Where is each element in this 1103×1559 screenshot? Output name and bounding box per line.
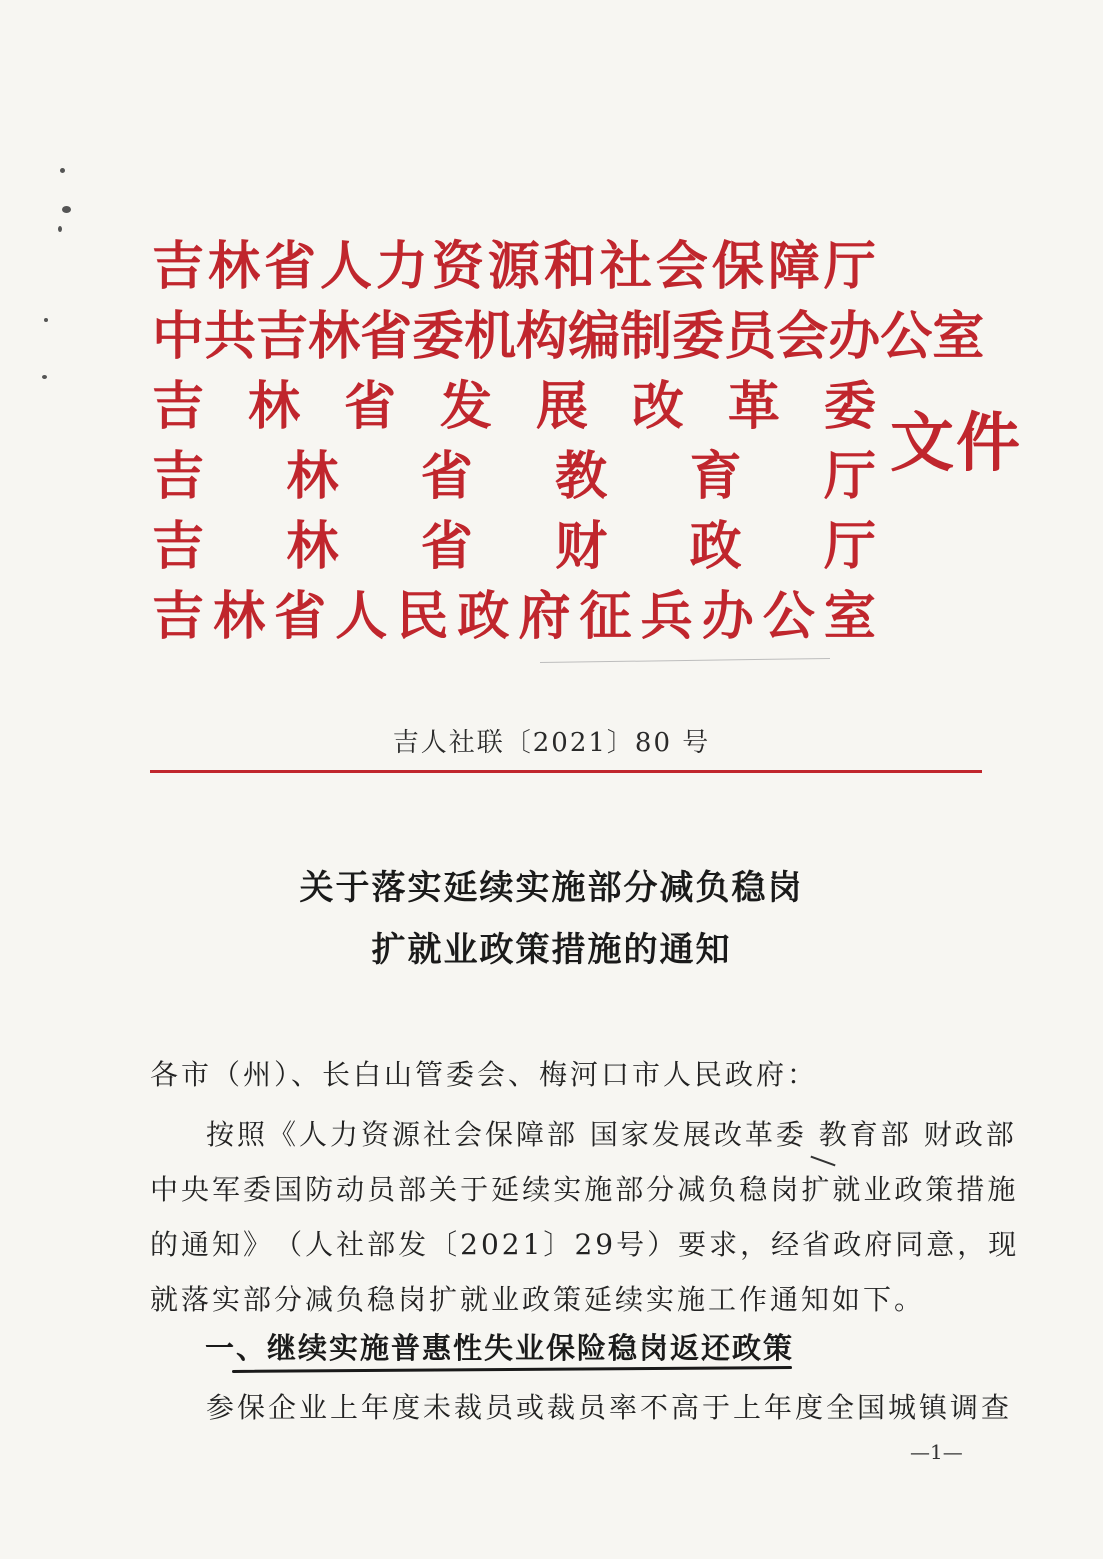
glyph: 委 (243, 1173, 275, 1206)
glyph: 吉 (152, 376, 205, 437)
glyph: 省 (420, 446, 473, 507)
issuer-line (152, 302, 985, 372)
pen-stroke (540, 658, 830, 663)
scan-speck (62, 206, 71, 213)
glyph: 国 (274, 1173, 306, 1206)
glyph: 知 (212, 1228, 244, 1261)
glyph: 社 (599, 236, 652, 297)
issuer-line (152, 582, 876, 652)
glyph: 林 (207, 236, 260, 297)
glyph: 吉 (256, 306, 309, 367)
glyph: 委 (412, 306, 465, 367)
glyph: 政 (457, 586, 510, 647)
glyph: 吉 (152, 516, 205, 577)
document-number: 吉人社联〔2021〕80 号 (392, 728, 711, 758)
glyph: 人 (319, 236, 372, 297)
glyph: 29 (574, 1228, 617, 1261)
glyph: 资 (431, 236, 484, 297)
glyph: 委 (823, 376, 876, 437)
paragraph-line: 参保企业上年度未裁员或裁员率不高于上年度全国城镇调查 (206, 1391, 1013, 1424)
glyph: 室 (823, 586, 876, 647)
glyph: 林 (308, 306, 361, 367)
glyph: 部 (367, 1228, 399, 1261)
glyph: 省 (263, 236, 316, 297)
issuer-line (152, 232, 876, 302)
glyph: 省 (802, 1228, 834, 1261)
glyph: 厅 (823, 446, 876, 507)
glyph: 保 (711, 236, 764, 297)
glyph: 省 (274, 586, 327, 647)
glyph: 通 (181, 1228, 213, 1261)
glyph: 岗 (770, 1173, 802, 1206)
paragraph-line (150, 1170, 1019, 1210)
glyph: 分 (646, 1173, 678, 1206)
glyph: 措 (956, 1173, 988, 1206)
glyph: 中 (150, 1173, 182, 1206)
glyph: 室 (932, 306, 985, 367)
glyph: 构 (516, 306, 569, 367)
section-heading: 一、继续实施普惠性失业保险稳岗返还政策 (205, 1331, 795, 1365)
glyph: 延 (491, 1173, 523, 1206)
paragraph-line: 按照《人力资源社会保障部 国家发展改革委 教育部 财政部 (206, 1118, 1017, 1151)
document-title-line2: 扩就业政策措施的通知 (371, 930, 732, 970)
paragraph-line (150, 1225, 1020, 1265)
glyph: 力 (375, 236, 428, 297)
glyph: 部 (615, 1173, 647, 1206)
glyph: 林 (213, 586, 266, 647)
glyph: 号 (616, 1228, 648, 1261)
glyph: 于 (460, 1173, 492, 1206)
glyph: 财 (555, 516, 608, 577)
glyph: 吉 (152, 586, 205, 647)
scan-speck (44, 318, 48, 322)
page-number: —1— (910, 1440, 963, 1464)
document-suffix: 文件 (890, 406, 1022, 481)
glyph: 办 (701, 586, 754, 647)
glyph: 》 (243, 1228, 275, 1261)
glyph: 政 (833, 1228, 865, 1261)
glyph: （ (274, 1228, 306, 1261)
glyph: 策 (925, 1173, 957, 1206)
glyph: 障 (767, 236, 820, 297)
glyph: 林 (286, 446, 339, 507)
glyph: 中 (152, 306, 205, 367)
glyph: 省 (420, 516, 473, 577)
glyph: 会 (776, 306, 829, 367)
glyph: 发 (439, 376, 492, 437)
glyph: 的 (150, 1228, 182, 1261)
glyph: 央 (181, 1173, 213, 1206)
glyph: 教 (555, 446, 608, 507)
glyph: 府 (864, 1228, 896, 1261)
issuer-line (152, 372, 876, 442)
glyph: 兵 (640, 586, 693, 647)
glyph: 改 (631, 376, 684, 437)
glyph: 府 (518, 586, 571, 647)
paragraph-line: 就落实部分减负稳岗扩就业政策延续实施工作通知如下。 (150, 1283, 926, 1316)
glyph: 源 (487, 236, 540, 297)
glyph: 实 (553, 1173, 585, 1206)
glyph: 稳 (739, 1173, 771, 1206)
document-body-continued (150, 1388, 1013, 1430)
glyph: 民 (396, 586, 449, 647)
glyph: 要 (678, 1228, 710, 1261)
glyph: 共 (204, 306, 257, 367)
glyph: 厅 (823, 236, 876, 297)
glyph: ） (647, 1228, 679, 1261)
glyph: 政 (894, 1173, 926, 1206)
glyph: 政 (689, 516, 742, 577)
glyph: 办 (828, 306, 881, 367)
glyph: 减 (677, 1173, 709, 1206)
glyph: 征 (579, 586, 632, 647)
glyph: 会 (655, 236, 708, 297)
glyph: 公 (762, 586, 815, 647)
glyph: 林 (247, 376, 300, 437)
glyph: 现 (988, 1228, 1020, 1261)
glyph: 〔 (429, 1228, 461, 1261)
issuer-line (152, 442, 876, 512)
document-title-line1: 关于落实延续实施部分减负稳岗 (299, 868, 804, 908)
glyph: 意 (926, 1228, 958, 1261)
salutation: 各市（州）、长白山管委会、梅河口市人民政府： (150, 1058, 819, 1091)
glyph: 和 (543, 236, 596, 297)
glyph: 部 (398, 1173, 430, 1206)
glyph: 防 (305, 1173, 337, 1206)
glyph: 编 (568, 306, 621, 367)
glyph: 委 (672, 306, 725, 367)
glyph: ， (740, 1228, 772, 1261)
glyph: 人 (305, 1228, 337, 1261)
red-divider (150, 770, 982, 773)
glyph: 革 (727, 376, 780, 437)
glyph: 机 (464, 306, 517, 367)
glyph: 展 (535, 376, 588, 437)
glyph: 公 (880, 306, 933, 367)
glyph: 省 (343, 376, 396, 437)
glyph: 吉 (152, 236, 205, 297)
glyph: 动 (336, 1173, 368, 1206)
scan-speck (42, 375, 47, 379)
glyph: 林 (286, 516, 339, 577)
glyph: 育 (689, 446, 742, 507)
glyph: 〕 (543, 1228, 575, 1261)
glyph: 员 (724, 306, 777, 367)
glyph: 同 (895, 1228, 927, 1261)
glyph: 施 (584, 1173, 616, 1206)
glyph: 扩 (801, 1173, 833, 1206)
glyph: 求 (709, 1228, 741, 1261)
glyph: 发 (398, 1228, 430, 1261)
glyph: 续 (522, 1173, 554, 1206)
glyph: 关 (429, 1173, 461, 1206)
glyph: 制 (620, 306, 673, 367)
glyph: 2021 (460, 1228, 544, 1261)
issuer-line (152, 512, 876, 582)
glyph: 负 (708, 1173, 740, 1206)
scan-speck (60, 168, 65, 173)
glyph: 员 (367, 1173, 399, 1206)
glyph: 吉 (152, 446, 205, 507)
glyph: 省 (360, 306, 413, 367)
glyph: 人 (335, 586, 388, 647)
glyph: 业 (863, 1173, 895, 1206)
glyph: ， (957, 1228, 989, 1261)
glyph: 军 (212, 1173, 244, 1206)
glyph: 经 (771, 1228, 803, 1261)
glyph: 施 (987, 1173, 1019, 1206)
glyph: 就 (832, 1173, 864, 1206)
glyph: 厅 (823, 516, 876, 577)
glyph: 社 (336, 1228, 368, 1261)
scan-speck (58, 226, 62, 232)
